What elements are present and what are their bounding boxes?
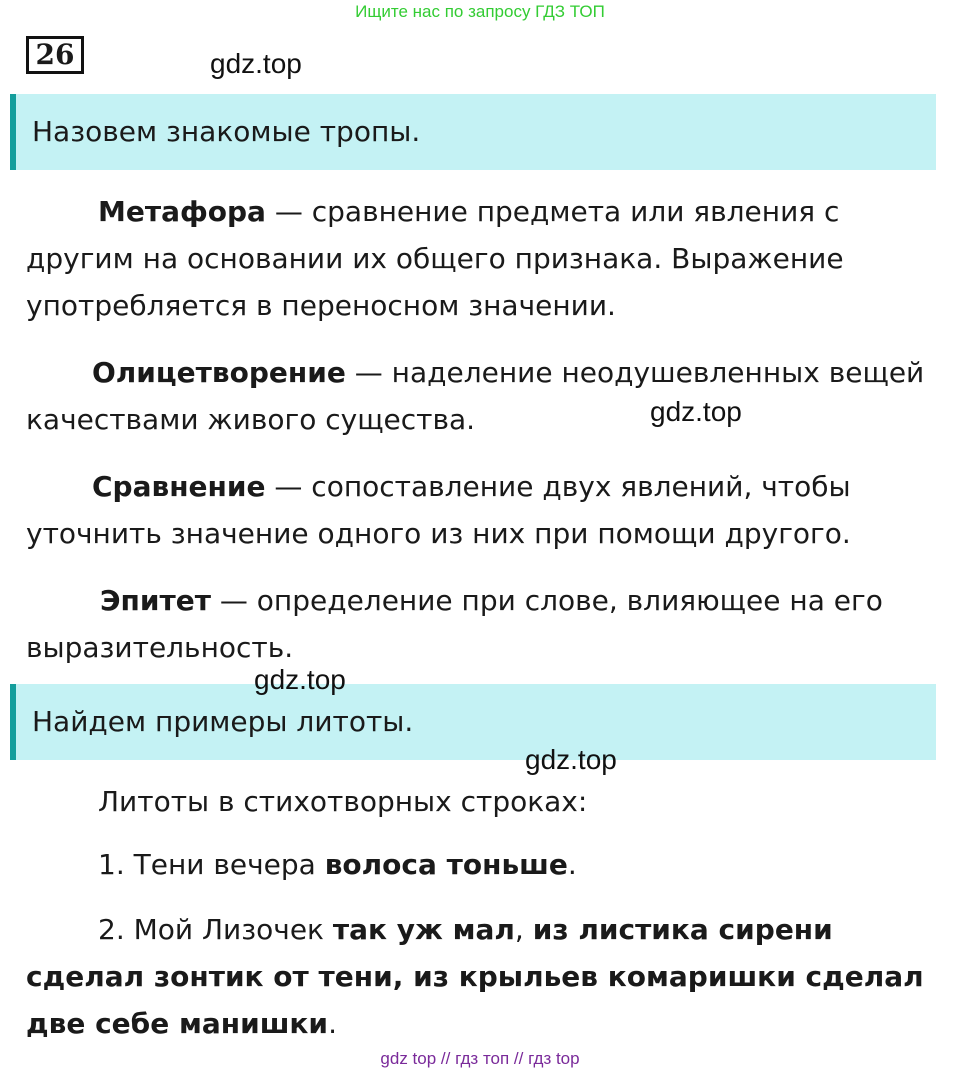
section-heading-band [10, 684, 936, 760]
example-highlight: так уж мал [332, 913, 515, 946]
example-highlight: волоса тоньше [324, 848, 568, 881]
intro-label: Литоты в стихотворных строках: [98, 785, 588, 818]
definition-metaphor [26, 188, 946, 329]
definition-personification [26, 349, 946, 443]
footer: gdz top // гдз топ // гдз top [380, 1049, 580, 1068]
definition-text: — определение при слове, влияющее на его выразительность. [26, 584, 883, 664]
example-text: . [567, 848, 577, 881]
section-heading-band [10, 94, 936, 170]
example-highlight: из листика сирени сделал зонтик от тени, из крыльев комаришки сделал две себе манишки [26, 913, 924, 1040]
example-text: 1. Тени вечера [98, 848, 325, 881]
definition-text: — наделение неодушевленных вещей качествами живого существа. [26, 356, 925, 436]
term: Эпитет [100, 584, 211, 617]
definition-text: — сравнение предмета или явления с другим на основании их общего признака. Выражение употребляется в переносном значении. [26, 195, 844, 322]
example-text: . [328, 1007, 337, 1040]
term: Метафора [98, 195, 266, 228]
example-text: 2. Мой Лизочек [98, 913, 333, 946]
watermark: gdz.top [210, 48, 302, 79]
definition-epithet [26, 577, 946, 671]
section-heading: Назовем знакомые тропы. [32, 115, 421, 148]
definition-comparison [26, 463, 946, 557]
top-banner: Ищите нас по запросу ГДЗ ТОП [355, 2, 605, 21]
example-1 [26, 841, 946, 888]
section-heading: Найдем примеры литоты. [32, 705, 414, 738]
example-2 [26, 906, 946, 1047]
intro-text [26, 778, 946, 825]
watermark: gdz.top [650, 396, 742, 427]
definition-text: — сопоставление двух явлений, чтобы уточнить значение одного из них при помощи другого. [26, 470, 851, 550]
example-text: , [514, 913, 533, 946]
watermark: gdz.top [254, 664, 346, 695]
task-number-box: 26 [26, 36, 84, 74]
term: Олицетворение [92, 356, 346, 389]
term: Сравнение [92, 470, 266, 503]
watermark: gdz.top [525, 744, 617, 775]
